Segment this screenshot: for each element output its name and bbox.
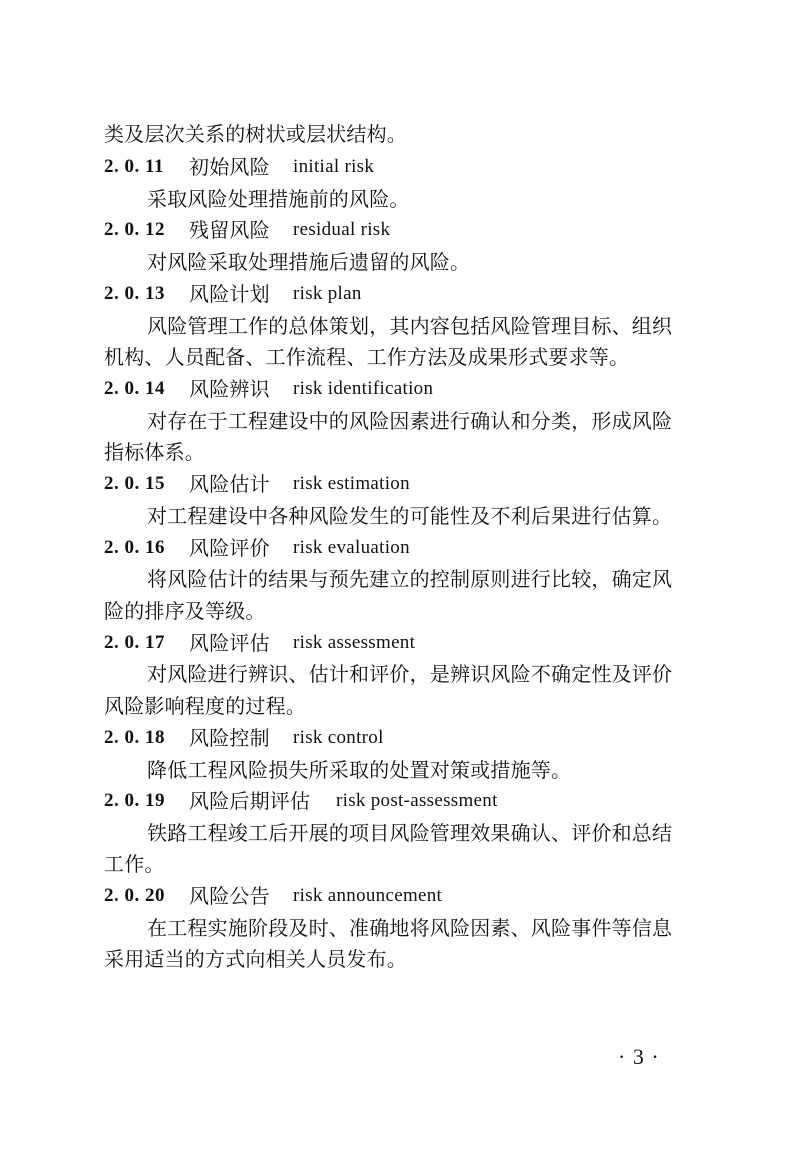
term-definition: 对存在于工程建设中的风险因素进行确认和分类，形成风险: [147, 409, 673, 433]
term-chinese: 风险评价: [189, 536, 270, 560]
term-chinese: 风险计划: [189, 282, 270, 306]
term-english: risk estimation: [293, 473, 410, 494]
term-number: 2. 0. 13: [104, 283, 165, 304]
term-definition: 在工程实施阶段及时、准确地将风险因素、风险事件等信息: [147, 916, 673, 940]
term-definition: 降低工程风险损失所采取的处置对策或措施等。: [147, 758, 572, 782]
term-chinese: 风险评估: [189, 631, 270, 655]
term-number: 2. 0. 15: [104, 473, 165, 494]
term-definition: 对风险采取处理措施后遗留的风险。: [147, 250, 471, 274]
term-definition: 机构、人员配备、工作流程、工作方法及成果形式要求等。: [104, 345, 630, 369]
term-definition: 工作。: [104, 852, 165, 876]
term-english: risk assessment: [293, 632, 416, 653]
term-number: 2. 0. 20: [104, 885, 165, 906]
term-chinese: 风险控制: [189, 726, 270, 750]
term-chinese: 残留风险: [189, 218, 270, 242]
term-english: risk control: [293, 727, 384, 748]
term-english: residual risk: [293, 219, 391, 240]
term-number: 2. 0. 14: [104, 378, 165, 399]
term-definition: 对工程建设中各种风险发生的可能性及不利后果进行估算。: [147, 504, 673, 528]
term-number: 2. 0. 12: [104, 219, 165, 240]
term-definition: 对风险进行辨识、估计和评价，是辨识风险不确定性及评价: [147, 662, 673, 686]
term-definition: 采取风险处理措施前的风险。: [147, 187, 410, 211]
term-english: initial risk: [293, 156, 375, 177]
term-english: risk post-assessment: [336, 790, 498, 811]
term-number: 2. 0. 17: [104, 632, 165, 653]
term-number: 2. 0. 19: [104, 790, 165, 811]
term-number: 2. 0. 11: [104, 156, 164, 177]
term-definition: 险的排序及等级。: [104, 599, 266, 623]
term-definition: 采用适当的方式向相关人员发布。: [104, 947, 407, 971]
term-definition: 风险管理工作的总体策划，其内容包括风险管理目标、组织: [147, 314, 673, 338]
term-english: risk evaluation: [293, 537, 410, 558]
term-english: risk plan: [293, 283, 362, 304]
term-chinese: 初始风险: [189, 155, 270, 179]
term-english: risk announcement: [293, 885, 443, 906]
page-number: · 3 ·: [618, 1044, 660, 1069]
term-chinese: 风险辨识: [189, 377, 270, 401]
term-definition: 风险影响程度的过程。: [104, 694, 306, 718]
term-number: 2. 0. 16: [104, 537, 165, 558]
term-chinese: 风险后期评估: [189, 789, 311, 813]
term-english: risk identification: [293, 378, 434, 399]
continuation-text: 类及层次关系的树状或层状结构。: [104, 122, 407, 146]
term-definition: 铁路工程竣工后开展的项目风险管理效果确认、评价和总结: [147, 821, 673, 845]
term-chinese: 风险估计: [189, 472, 270, 496]
term-number: 2. 0. 18: [104, 727, 165, 748]
term-definition: 将风险估计的结果与预先建立的控制原则进行比较，确定风: [147, 567, 673, 591]
term-definition: 指标体系。: [104, 440, 205, 464]
term-chinese: 风险公告: [189, 884, 270, 908]
